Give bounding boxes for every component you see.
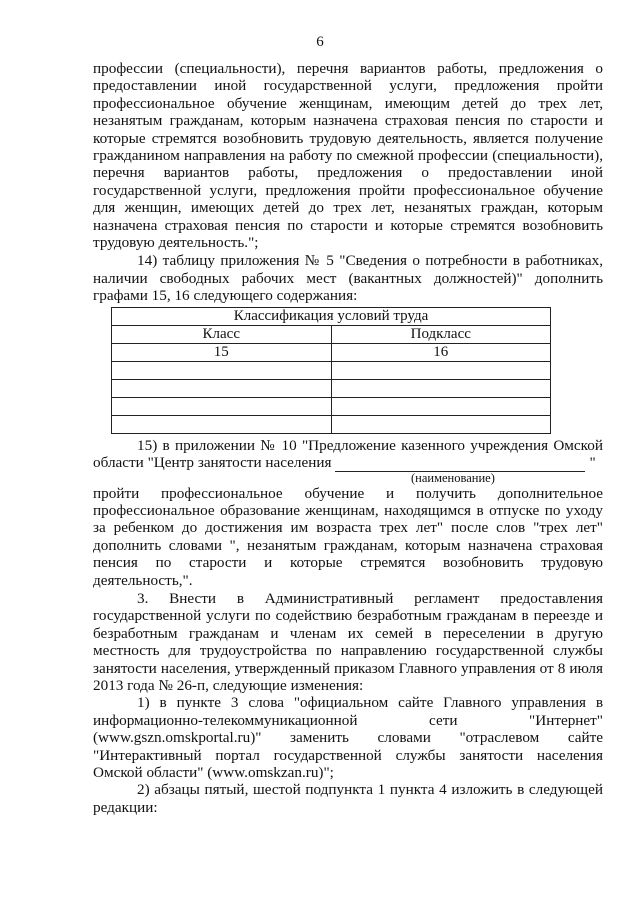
table-row: [112, 415, 551, 433]
document-body: [93, 60, 603, 816]
paragraph-3-item-2: 2) абзацы пятый, шестой подпункта 1 пункта 4 изложить в следующей редакции:: [93, 781, 603, 816]
table-row: [112, 361, 551, 379]
paragraph-continuation: профессии (специальности), перечня вариантов работы, предложения о предоставлении иной государственной услуги, предложения пройти профессиональное обучение женщинам, имеющим детей до трех лет, незанятым гражданам, которым назначена страховая пенсия по старости и которые стремятся возобновить трудовую деятельность, является получение гражданином направления на работу по смежной профессии (специальности), перечня вариантов работы, предложения о предоставлении иной государственной услуги, предложения пройти профессиональное обучение для женщин, имеющих детей до трех лет, незанятых граждан, которым назначена страховая пенсия по старости и которые стремятся возобновить трудовую деятельность.";: [93, 60, 603, 252]
table-col-number-16: 16: [331, 343, 551, 361]
table-col-number-15: 15: [112, 343, 332, 361]
blank-line: [335, 457, 585, 472]
table-col-subclass: Подкласс: [331, 325, 551, 343]
table-header-classification: Классификация условий труда: [112, 307, 551, 325]
paragraph-3-item-1: 1) в пункте 3 слова "официальном сайте Главного управления в информационно-телекоммуникационной сети "Интернет" (www.gszn.omskportal.ru)" заменить словами "отраслевом сайте "Интерактивный портал государственной службы занятости населения Омской области" (www.omskzan.ru)";: [93, 694, 603, 781]
paragraph-item-15: [93, 437, 603, 472]
page-number: 6: [316, 34, 324, 50]
paragraph-item-14: 14) таблицу приложения № 5 "Сведения о потребности в работниках, наличии свободных рабочих мест (вакантных должностей)" дополнить графами 15, 16 следующего содержания:: [93, 252, 603, 305]
closing-quote: ": [589, 454, 596, 472]
paragraph-item-15-continuation: пройти профессиональное обучение и получить дополнительное профессиональное образование женщинам, находящимся в отпуске по уходу за ребенком до достижения им возраста трех лет" после слов "трех лет" дополнить словами ", незанятым гражданам, которым назначена страховая пенсия по старости и которые стремятся возобновить трудовую деятельность,".: [93, 484, 603, 589]
table-row: [112, 379, 551, 397]
table-col-class: Класс: [112, 325, 332, 343]
table-row: [112, 397, 551, 415]
caption-naimenovanie: (наименование): [411, 470, 495, 485]
paragraph-3: 3. Внести в Административный регламент предоставления государственной услуги по содействию безработным гражданам в переезде и безработным гражданам и членам их семей в переселении в другую местность для трудоустройства по направлению государственной службы занятости населения, утвержденный приказом Главного управления от 8 июля 2013 года № 26-п, следующие изменения:: [93, 589, 603, 694]
paragraph-item-15-text: 15) в приложении № 10 "Предложение казенного учреждения Омской области "Центр занятости населения: [93, 436, 603, 472]
working-conditions-table: [111, 307, 551, 434]
